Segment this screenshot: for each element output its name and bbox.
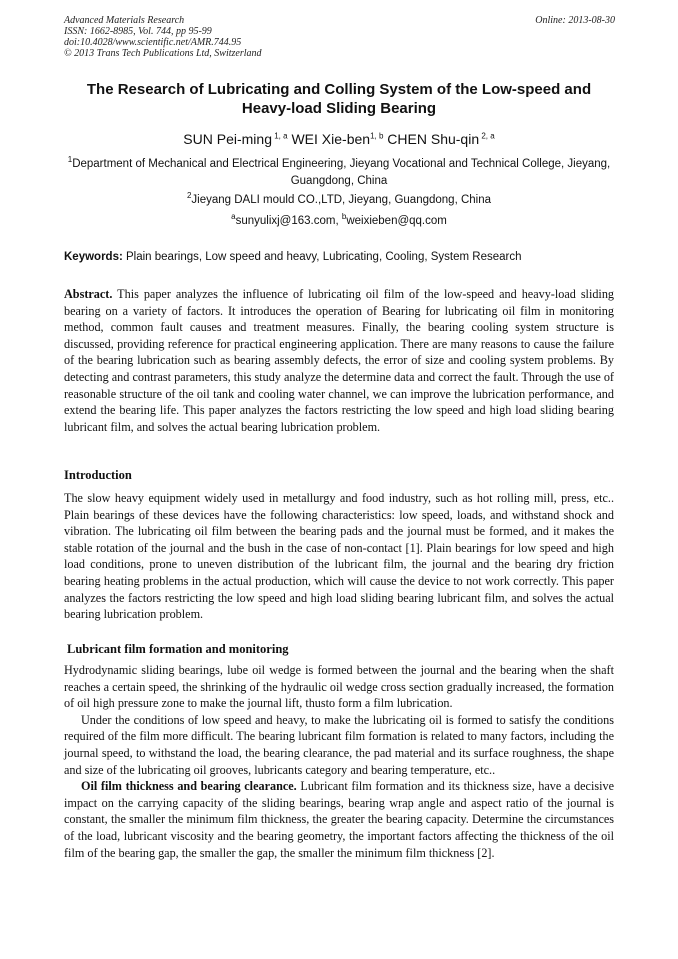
email-line [64,213,614,230]
affiliation-text: Department of Mechanical and Electrical Engineering, Jieyang Vocational and Technical College, Jieyang, Guangdong, China [72,158,611,187]
lubricant-paragraph-2: Under the conditions of low speed and heavy, to make the lubricating oil is formed to satisfy the conditions required of the film more difficult. The bearing lubricant film formation is related to many factors, including the journal speed, to withstand the load, the bearing clearance, the pad material and its surface roughness, the shape and size of the lubricating oil grooves, lubricants category and bearing temperature, etc.. [64,712,614,777]
paper-title [40,80,638,118]
introduction-body [64,490,614,623]
author-name: WEI Xie-ben [291,131,371,147]
online-date: Online: 2013-08-30 [535,15,615,26]
affiliation-sup: 2 [186,191,192,201]
introduction-heading: Introduction [64,468,132,482]
copyright-line: © 2013 Trans Tech Publications Ltd, Switzerland [64,48,262,59]
affiliation-text: Jieyang DALI mould CO.,LTD, Jieyang, Guangdong, China [191,194,492,206]
email-sup: a [231,212,236,222]
journal-header [64,15,262,59]
affiliation-2 [64,192,614,209]
paragraph-lead: Oil film thickness and bearing clearance. [81,779,297,794]
lubricant-paragraph-3 [64,778,614,861]
affiliation-sup: 1 [67,155,73,165]
email-a: sunyulixj@163.com, [235,215,339,227]
keywords [64,250,624,265]
email-b: weixieben@qq.com [346,215,447,227]
introduction-paragraph: The slow heavy equipment widely used in metallurgy and food industry, such as hot rolling mill, press, etc.. Plain bearings of these devices have the following characteristics: low speed, loads, and withstand shock and vibration. The lubricating oil film between the bearing pads and the journal must be formed, and it makes the stable rotation of the journal and the bush in the case of non-contact [1]. Plain bearings for low speed and high load conditions, prone to uneven distribution of the lubricant film, the journal and the bearing dry friction bearing heating problems in the actual production, which will cause the device to not work correctly. This paper analyzes the factors restricting the low speed and high load sliding bearing lubricant film, and solves the actual bearing lubrication problem. [64,491,614,622]
paragraph-text: Lubricant film formation and its thickness size, have a decisive impact on the carrying capacity of the sliding bearings, bearing wrap angle and aspect ratio of the journal is constant, the smaller the minimum film thickness, the greater the bearing capacity. Determine the circumstances of the load, lubricant viscosity and the bearing geometry, the important factors affecting the thickness of the oil film of the bearing gap, the smaller the gap, the smaller the minimum film thickness [2]. [64,779,614,860]
lubricant-paragraph-1: Hydrodynamic sliding bearings, lube oil wedge is formed between the journal and the bearing when the shaft reaches a certain speed, the shrinking of the hydraulic oil wedge cross section gradually increased, the formation of oil high pressure zone to make the journal lift, thusto form a film lubrication. [64,663,614,711]
lubricant-body [64,662,614,861]
abstract-label: Abstract. [64,287,113,301]
keywords-text: Plain bearings, Low speed and heavy, Lubricating, Cooling, System Research [126,251,522,263]
lubricant-heading: Lubricant film formation and monitoring [67,642,289,656]
affiliation-1 [64,156,614,190]
journal-name: Advanced Materials Research [64,15,185,26]
author-sup: 1, a [274,131,288,141]
title-line-1: The Research of Lubricating and Colling System of the Low-speed and [86,81,592,98]
issn-line: ISSN: 1662-8985, Vol. 744, pp 95-99 [64,26,212,37]
author-name: SUN Pei-ming [183,131,272,147]
email-sup: b [341,212,347,222]
abstract [64,286,614,435]
author-list [0,130,678,148]
author-sup: 2, a [481,131,495,141]
title-line-2: Heavy-load Sliding Bearing [241,100,437,117]
doi-line: doi:10.4028/www.scientific.net/AMR.744.95 [64,37,242,48]
author-sup: 1, b [370,131,384,141]
abstract-text: This paper analyzes the influence of lubricating oil film of the low-speed and heavy-load sliding bearing on a variety of factors. It introduces the operation of Bearing for lubricating oil film in monitoring method, common fault causes and treatment measures. Finally, the bearing cooling system structure is discussed, providing reference for practical engineering application. There are many reasons to cause the failure of the bearing lubrication such as bearing assembly defects, the error of size and cooling system problems. By detecting and contrast parameters, this study analyze the determine data and correct the fault. Through the use of reasonable structure of the oil tank and cooling water channel, we can improve the lubrication performance, and extend the bearing life. This paper analyzes the factors restricting the low speed and high load sliding bearing lubricant film, and solves the actual bearing lubrication problem. [64,287,615,434]
keywords-label: Keywords: [64,251,123,263]
author-name: CHEN Shu-qin [387,131,480,147]
